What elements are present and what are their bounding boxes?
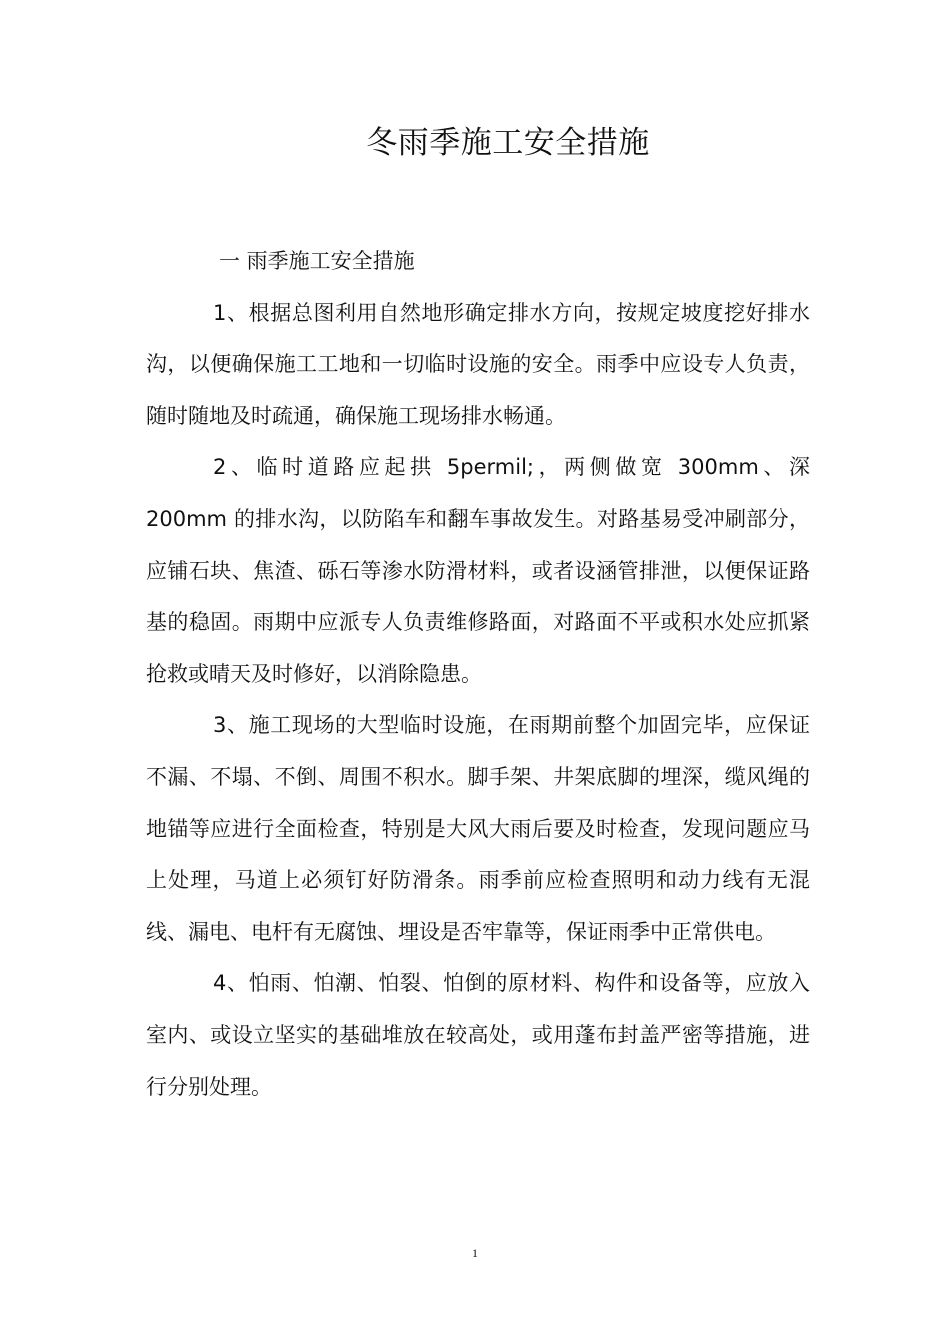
paragraph-3: 3、施工现场的大型临时设施，在雨期前整个加固完毕，应保证不漏、不塌、不倒、周围不积水。脚手架、井架底脚的埋深，缆风绳的地锚等应进行全面检查，特别是大风大雨后要及时检查，发现问题应马上处理，马道上必须钉好防滑条。雨季前应检查照明和动力线有无混线、漏电、电杆有无腐蚀、埋设是否牢靠等，保证雨季中正常供电。 <box>146 713 810 944</box>
page-number: 1 <box>472 1246 478 1260</box>
paragraph-2: 2、临时道路应起拱 5permil;，两侧做宽 300mm、深 200mm 的排水沟，以防陷车和翻车事故发生。对路基易受冲刷部分，应铺石块、焦渣、砾石等渗水防滑材料，或者设涵管排泄，以便保证路基的稳固。雨期中应派专人负责维修路面，对路面不平或积水处应抓紧抢救或晴天及时修好，以消除隐患。 <box>146 455 810 686</box>
document-body <box>146 236 810 1113</box>
section-heading: 一 雨季施工安全措施 <box>219 249 415 273</box>
paragraph-1: 1、根据总图利用自然地形确定排水方向，按规定坡度挖好排水沟，以便确保施工工地和一切临时设施的安全。雨季中应设专人负责，随时随地及时疏通，确保施工现场排水畅通。 <box>146 300 810 428</box>
document-title: 冬雨季施工安全措施 <box>366 125 650 161</box>
paragraph-4: 4、怕雨、怕潮、怕裂、怕倒的原材料、构件和设备等，应放入室内、或设立坚实的基础堆放在较高处，或用蓬布封盖严密等措施，进行分别处理。 <box>146 971 810 1099</box>
